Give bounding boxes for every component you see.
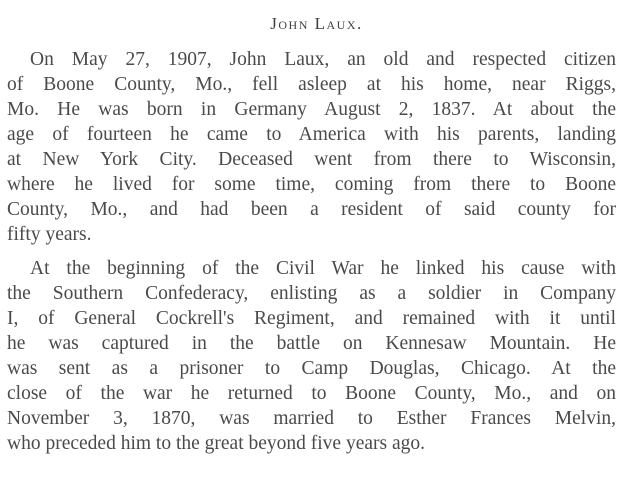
text-line: at New York City. Deceased went from there to Wisconsin,: [7, 149, 616, 170]
text-line: fifty years.: [7, 224, 92, 245]
text-line: was sent as a prisoner to Camp Douglas, Chicago. At the: [7, 358, 616, 379]
text-line: On May 27, 1907, John Laux, an old and respected citizen: [30, 49, 616, 70]
text-line: At the beginning of the Civil War he linked his cause with: [30, 258, 616, 279]
text-line: Mo. He was born in Germany August 2, 1837. At about the: [7, 99, 616, 120]
obituary-heading: John Laux.: [270, 14, 363, 33]
text-line: close of the war he returned to Boone County, Mo., and on: [7, 383, 616, 404]
text-line: where he lived for some time, coming from there to Boone: [7, 174, 616, 195]
text-line: age of fourteen he came to America with his parents, landing: [7, 124, 616, 145]
text-line: who preceded him to the great beyond five years ago.: [7, 433, 426, 454]
text-line: I, of General Cockrell's Regiment, and remained with it until: [7, 308, 616, 329]
text-line: the Southern Confederacy, enlisting as a soldier in Company: [7, 283, 616, 304]
text-line: November 3, 1870, was married to Esther Frances Melvin,: [7, 408, 616, 429]
text-line: of Boone County, Mo., fell asleep at his home, near Riggs,: [7, 74, 616, 95]
text-line: he was captured in the battle on Kennesaw Mountain. He: [7, 333, 616, 354]
text-line: County, Mo., and had been a resident of said county for: [7, 199, 616, 220]
